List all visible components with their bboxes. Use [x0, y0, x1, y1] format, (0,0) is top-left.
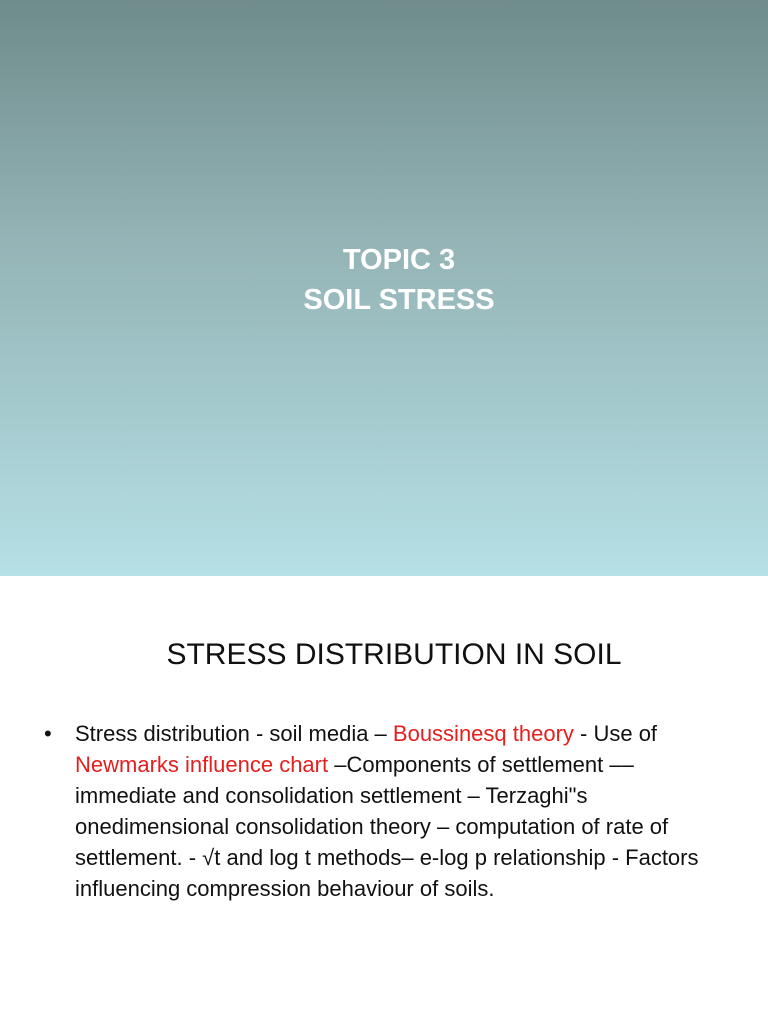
bullet-text-part1: Stress distribution - soil media – [75, 721, 393, 746]
bullet-item [75, 718, 725, 904]
title-block [0, 240, 768, 320]
bullet-text-part3: –Components of settlement –– immediate and consolidation settlement – Terzaghi"s onedimensional consolidation theory – computation of rate of settlement. - √t and log t methods– e-log p relationship - Factors influencing compression behaviour of soils. [75, 752, 699, 901]
slide-heading: STRESS DISTRIBUTION IN SOIL [166, 638, 622, 671]
topic-title: SOIL STRESS [303, 284, 495, 316]
bullet-marker: • [44, 721, 52, 746]
content-slide [0, 576, 768, 1024]
topic-number: TOPIC 3 [342, 244, 456, 276]
bullet-text-part2: - Use of [573, 721, 658, 746]
newmarks-chart-highlight: Newmarks influence chart [75, 752, 329, 777]
boussinesq-theory-highlight: Boussinesq theory [392, 721, 574, 746]
